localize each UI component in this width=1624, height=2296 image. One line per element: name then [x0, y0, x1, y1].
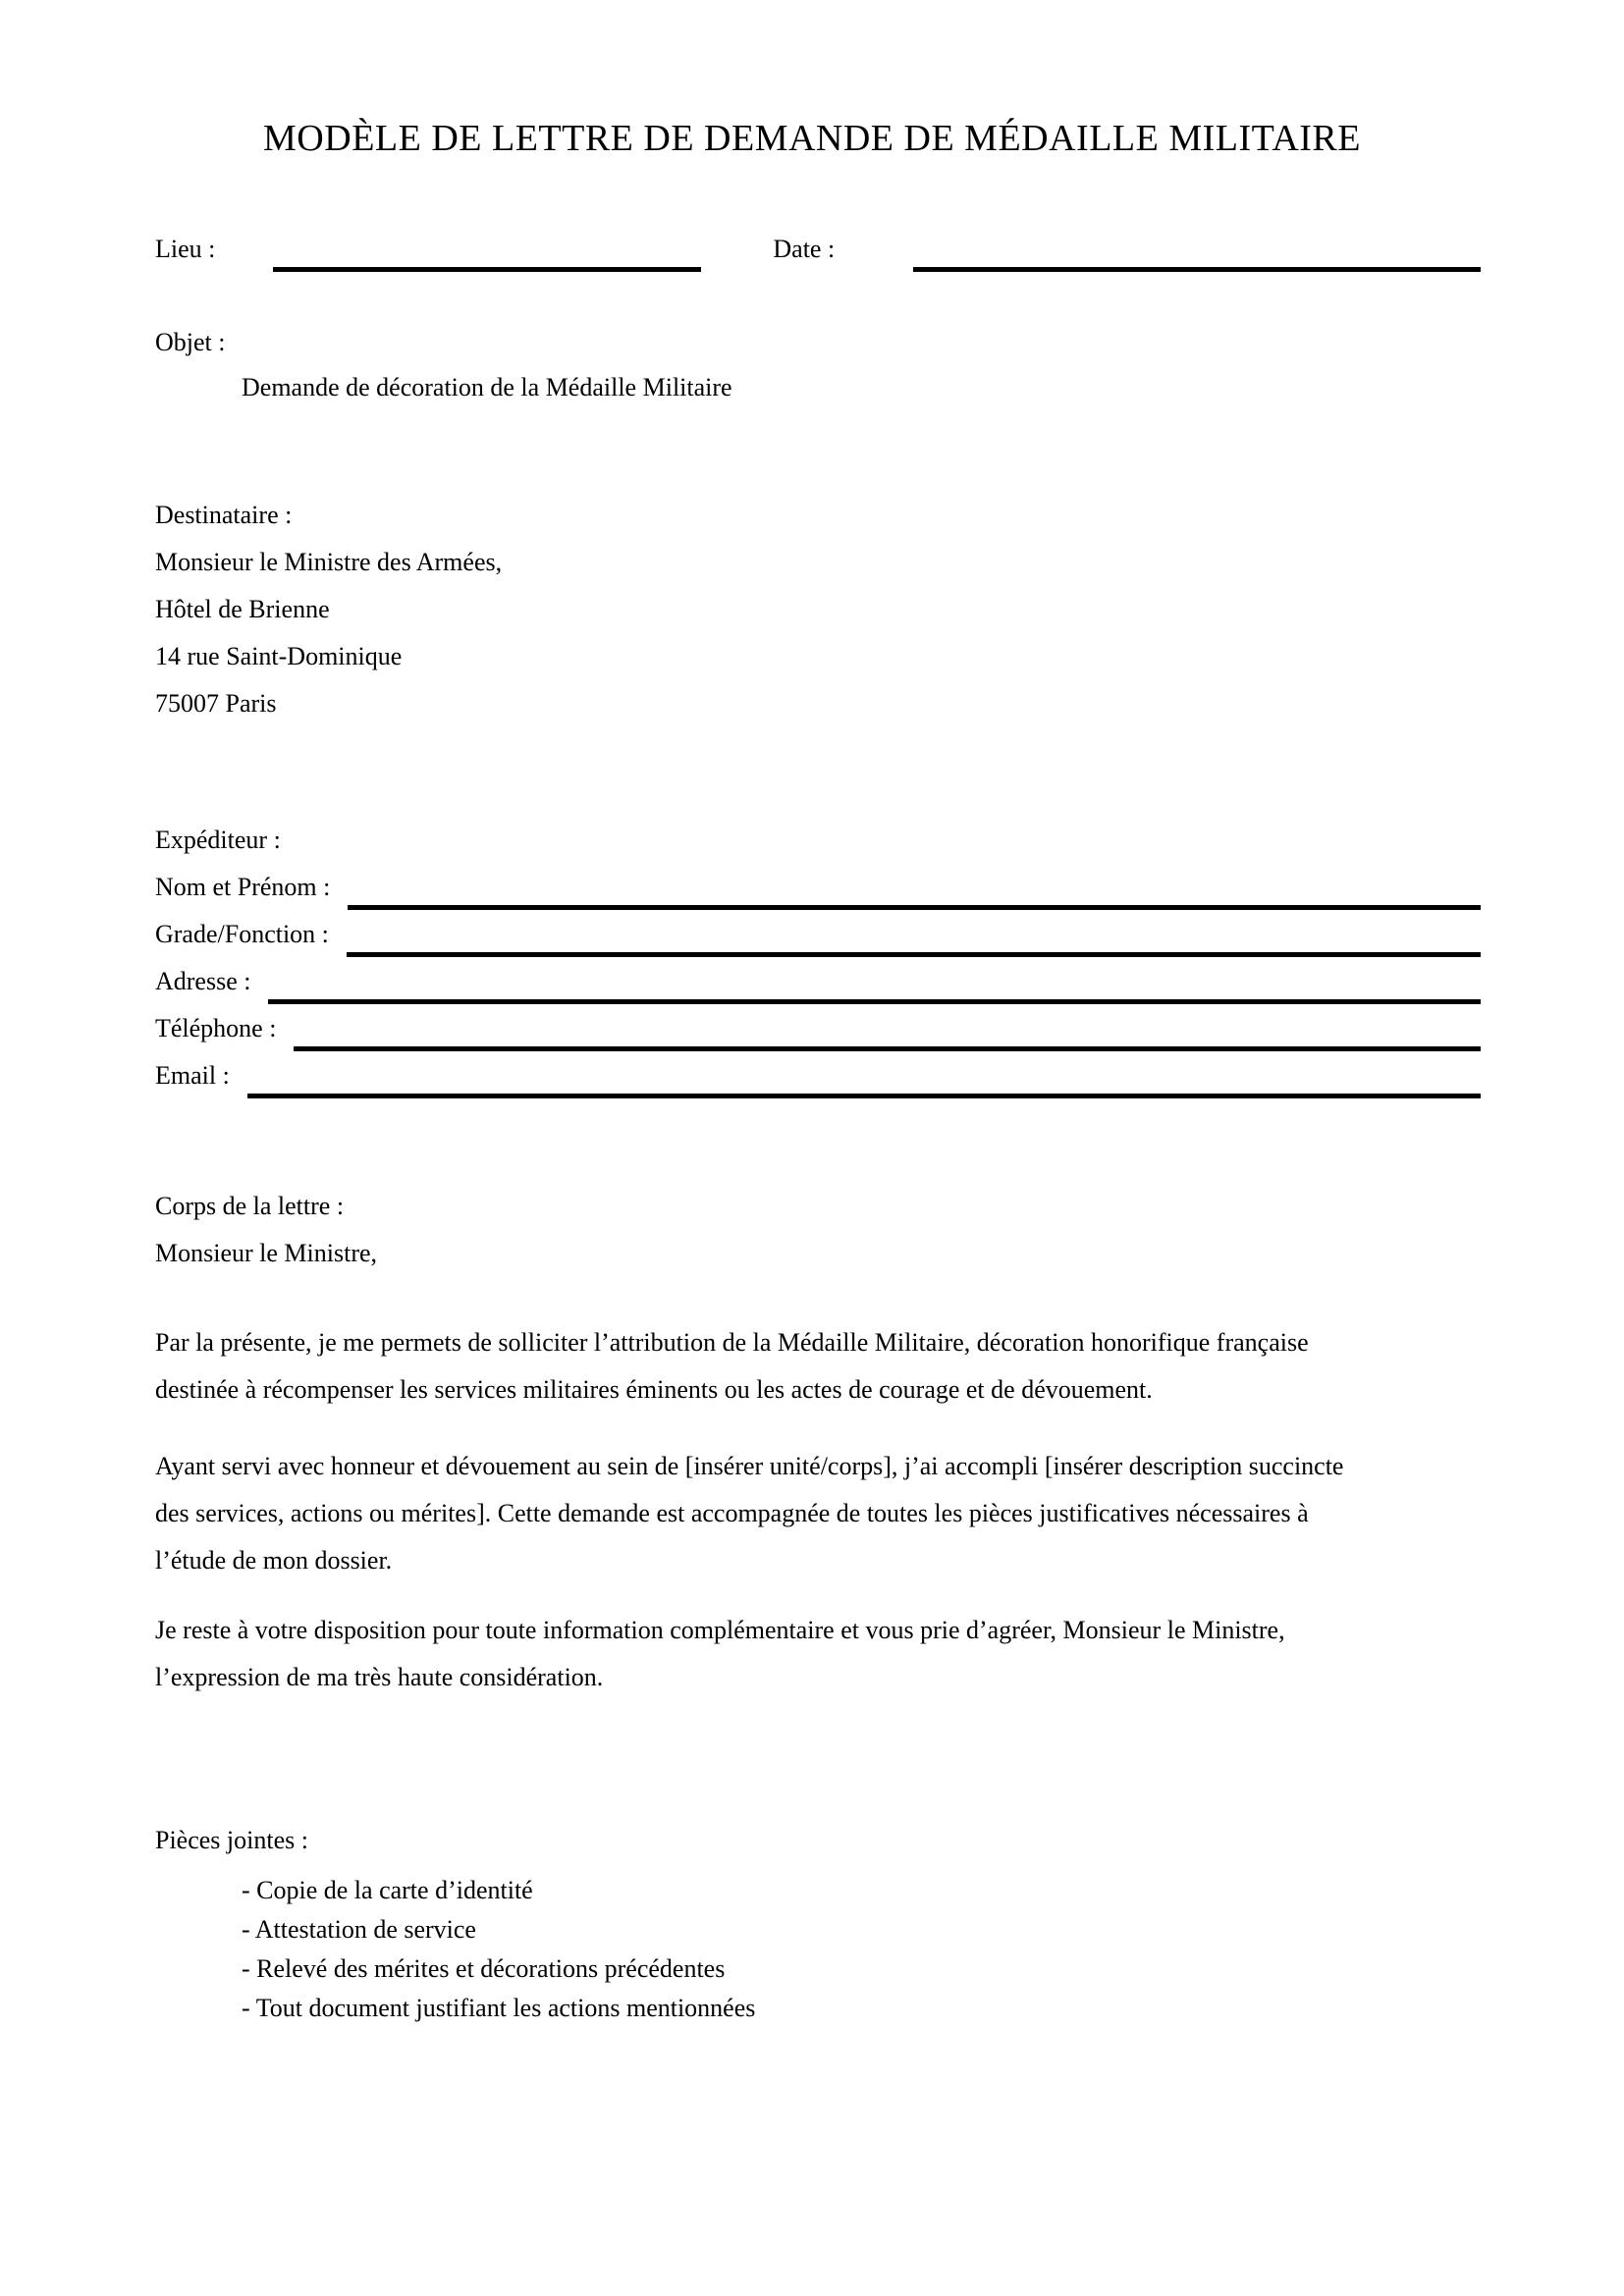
grade-fonction-label: Grade/Fonction :	[155, 920, 329, 948]
lieu-blank-line	[273, 226, 701, 272]
destinataire-line: Hôtel de Brienne	[155, 595, 330, 623]
pieces-jointes-list	[242, 1871, 755, 2028]
email-label: Email :	[155, 1061, 230, 1090]
destinataire-line: 75007 Paris	[155, 689, 277, 718]
telephone-label: Téléphone :	[155, 1014, 277, 1042]
attachment-item: - Relevé des mérites et décorations précédentes	[242, 1954, 726, 1983]
date-blank-line	[913, 226, 1481, 272]
paragraph-line: l’expression de ma très haute considération.	[155, 1663, 604, 1691]
field-row-nom	[155, 864, 1481, 911]
body-paragraph-1	[155, 1319, 1309, 1414]
objet-value: Demande de décoration de la Médaille Militaire	[242, 373, 732, 401]
telephone-blank-line	[294, 1005, 1481, 1051]
lieu-label: Lieu :	[155, 235, 216, 263]
page-title: MODÈLE DE LETTRE DE DEMANDE DE MÉDAILLE MILITAIRE	[263, 118, 1361, 159]
field-row-adresse	[155, 958, 1481, 1005]
field-row-telephone	[155, 1005, 1481, 1052]
nom-prenom-blank-line	[348, 864, 1481, 910]
adresse-blank-line	[268, 958, 1481, 1004]
corps-label: Corps de la lettre :	[155, 1192, 345, 1220]
attachment-item: - Copie de la carte d’identité	[242, 1876, 533, 1904]
destinataire-line: 14 rue Saint-Dominique	[155, 642, 403, 670]
attachment-item: - Attestation de service	[242, 1915, 476, 1944]
field-row-grade	[155, 911, 1481, 958]
grade-fonction-blank-line	[347, 911, 1481, 957]
expediteur-label: Expéditeur :	[155, 826, 281, 854]
paragraph-line: l’étude de mon dossier.	[155, 1546, 393, 1575]
body-paragraph-3	[155, 1607, 1285, 1701]
attachment-item: - Tout document justifiant les actions mentionnées	[242, 1994, 756, 2022]
objet-label: Objet :	[155, 328, 226, 356]
destinataire-section	[155, 492, 502, 727]
paragraph-line: destinée à récompenser les services militaires éminents ou les actes de courage et de dévouement.	[155, 1375, 1153, 1404]
adresse-label: Adresse :	[155, 967, 251, 995]
field-row-email	[155, 1052, 1481, 1099]
nom-prenom-label: Nom et Prénom :	[155, 873, 331, 901]
expediteur-fields	[155, 864, 1481, 1099]
pieces-jointes-label: Pièces jointes :	[155, 1826, 308, 1854]
salutation: Monsieur le Ministre,	[155, 1239, 378, 1267]
lieu-date-row	[155, 226, 1481, 273]
paragraph-line: Par la présente, je me permets de solliciter l’attribution de la Médaille Militaire, décoration honorifique française	[155, 1328, 1309, 1357]
paragraph-line: Je reste à votre disposition pour toute information complémentaire et vous prie d’agréer, Monsieur le Ministre,	[155, 1616, 1285, 1644]
body-paragraph-2	[155, 1443, 1343, 1584]
destinataire-line: Monsieur le Ministre des Armées,	[155, 548, 503, 576]
email-blank-line	[247, 1052, 1481, 1098]
destinataire-label: Destinataire :	[155, 501, 293, 529]
date-label: Date :	[773, 235, 836, 263]
paragraph-line: Ayant servi avec honneur et dévouement au sein de [insérer unité/corps], j’ai accompli [insérer description succincte	[155, 1452, 1344, 1480]
paragraph-line: des services, actions ou mérites]. Cette demande est accompagnée de toutes les pièces justificatives nécessaires à	[155, 1499, 1309, 1527]
